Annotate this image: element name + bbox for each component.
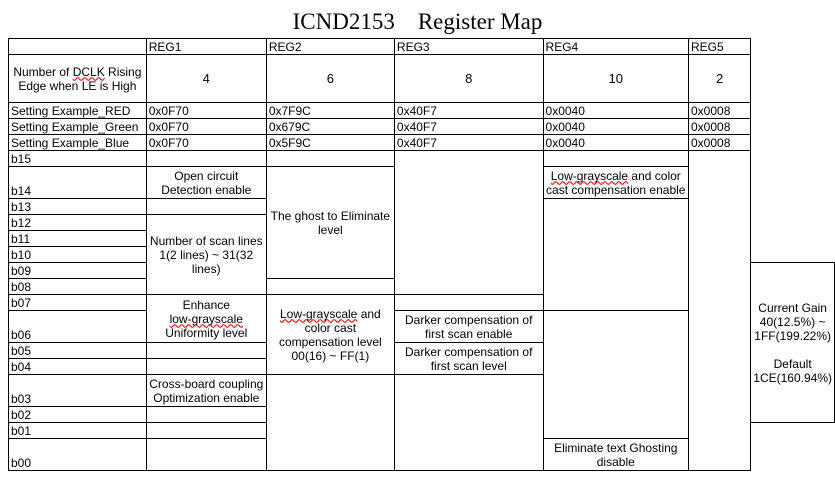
bit-label: b06: [9, 311, 147, 343]
dclk-reg2: 6: [266, 55, 394, 103]
dclk-reg4: 10: [543, 55, 688, 103]
bit-label: b02: [9, 407, 147, 423]
dclk-reg3: 8: [394, 55, 543, 103]
example-value: 0x40F7: [394, 135, 543, 151]
reg1-enhance-uniformity: Enhance low-grayscale Uniformity level: [146, 295, 266, 343]
reg2-gain-spacer: [753, 343, 832, 357]
header-reg4: REG4: [543, 39, 688, 55]
reg1-open-circuit: Open circuit Detection enable: [146, 167, 266, 199]
page-title: ICND2153 Register Map: [292, 9, 543, 34]
example-value: 0x40F7: [394, 103, 543, 119]
bit-label: b11: [9, 231, 147, 247]
bit-row: [9, 151, 835, 167]
dclk-reg5: 2: [689, 55, 751, 103]
bit-label: b07: [9, 295, 147, 311]
header-reg2: REG2: [266, 39, 394, 55]
header-reg3: REG3: [394, 39, 543, 55]
reg1-cell: [146, 343, 266, 359]
reg3-empty-lower: [266, 375, 394, 471]
example-row-green: [9, 119, 835, 135]
bit-label: b15: [9, 151, 147, 167]
dclk-word: DCLK: [72, 64, 105, 79]
example-value: 0x0008: [689, 135, 751, 151]
bit-label: b10: [9, 247, 147, 263]
example-value: 0x0040: [543, 103, 688, 119]
example-label: Setting Example_Blue: [9, 135, 147, 151]
bit-label: b04: [9, 359, 147, 375]
example-value: 0x0F70: [146, 103, 266, 119]
example-row-red: [9, 103, 835, 119]
reg3-lowgray-word: Low-grayscale: [279, 306, 358, 321]
reg1-cell: [146, 439, 266, 471]
example-value: 0x7F9C: [266, 103, 394, 119]
header-row: [9, 39, 835, 55]
reg2-gain-default: Default 1CE(160.94%): [753, 356, 832, 385]
dclk-row: [9, 55, 835, 103]
reg3-lowgray-text: and color cast compensation level 00(16) ~ FF(1): [278, 306, 382, 363]
bit-label: b14: [9, 167, 147, 199]
register-map-table: [8, 38, 835, 471]
example-label: Setting Example_Green: [9, 119, 147, 135]
reg1-cell: [146, 407, 266, 423]
example-value: 0x5F9C: [266, 135, 394, 151]
example-value: 0x0040: [543, 135, 688, 151]
reg2-current-gain: [751, 263, 835, 423]
example-value: 0x0F70: [146, 135, 266, 151]
bit-label: b12: [9, 215, 147, 231]
reg1-cell: [146, 423, 266, 439]
bit-label: b13: [9, 199, 147, 215]
example-value: 0x0040: [543, 119, 688, 135]
example-row-blue: [9, 135, 835, 151]
reg2-cell: [266, 151, 394, 167]
header-reg1: REG1: [146, 39, 266, 55]
bit-label: b01: [9, 423, 147, 439]
example-value: 0x0008: [689, 119, 751, 135]
example-value: 0x0008: [689, 103, 751, 119]
reg3-lowgray-level: [266, 295, 394, 375]
bit-label: b09: [9, 263, 147, 279]
dclk-label: Number of DCLK Rising Edge when LE is High: [9, 55, 147, 103]
bit-label: b03: [9, 375, 147, 407]
reg4-lowgray-enable: Low-grayscale and color cast compensation enable: [543, 167, 688, 199]
bit-label: b00: [9, 439, 147, 471]
reg1-cross-board: Cross-board coupling Optimization enable: [146, 375, 266, 407]
reg4-darker-enable: Darker compensation of first scan enable: [394, 311, 543, 343]
reg4-cell: [543, 151, 688, 167]
reg1-cell: [146, 359, 266, 375]
bit-label: b05: [9, 343, 147, 359]
reg4-empty: [543, 199, 688, 311]
example-value: 0x40F7: [394, 119, 543, 135]
reg2-gain-range: Current Gain 40(12.5%) ~ 1FF(199.22%): [754, 300, 831, 343]
reg4-darker-level: Darker compensation of first scan level: [394, 343, 543, 375]
reg1-cell: [146, 199, 266, 215]
reg1-scan-lines: Number of scan lines 1(2 lines) ~ 31(32 lines): [146, 215, 266, 295]
reg4-lowgray-word: Low-grayscale: [550, 168, 629, 183]
example-value: 0x679C: [266, 119, 394, 135]
header-corner: [9, 39, 147, 55]
dclk-reg1: 4: [146, 55, 266, 103]
reg5-empty: [689, 151, 751, 471]
reg1-cell: [146, 151, 266, 167]
reg4-empty-lower: [394, 375, 543, 471]
reg2-eliminate-ghosting: Eliminate text Ghosting disable: [543, 439, 688, 471]
reg2-ghost-level: The ghost to Eliminate level: [266, 167, 394, 279]
reg3-empty-upper: [394, 151, 543, 295]
reg1-lowgray-word: low-grayscale: [169, 311, 243, 326]
header-reg5: REG5: [689, 39, 751, 55]
bit-label: b08: [9, 279, 147, 295]
example-label: Setting Example_RED: [9, 103, 147, 119]
example-value: 0x0F70: [146, 119, 266, 135]
